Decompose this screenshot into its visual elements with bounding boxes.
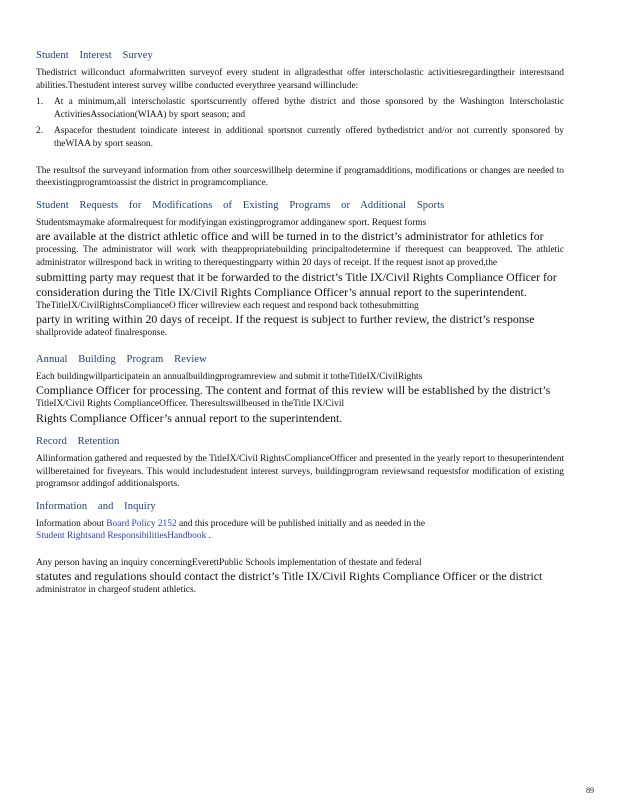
info-text-before: Information about [36, 518, 107, 529]
info-paragraph-1 [36, 518, 564, 543]
list-item [36, 125, 564, 150]
heading-record-retention: Record Retention [36, 435, 120, 447]
list-number: 2. [36, 126, 44, 137]
page-number: 89 [586, 786, 594, 795]
retention-text: Allinformation gathered and requested by the TitleIX/Civil RightsComplianceOfficer and presented in the yearly report to thesuperintendent willberetained for fiveyears. This would includestudent interest surveys, buildingprogram reviewsand requestsfor modification of existing programsor addingof additionalsports. [36, 453, 564, 490]
review-line-3: TitleIX/Civil Rights ComplianceOfficer. Theresultswillbeused in theTitle IX/Civil [36, 399, 345, 410]
handbook-link[interactable]: Student Rightsand ResponsibilitiesHandbook [36, 531, 207, 542]
document-page [36, 50, 564, 597]
requests-line-5: TheTitleIX/CivilRightsComplianceO fficer willreview each request and respond back tothesubmitting [36, 300, 419, 311]
list-item [36, 96, 564, 121]
survey-intro: Thedistrict willconduct aformalwritten surveyof every student in allgradesthat offer interscholastic activitiesregardingtheir interestsand abilities.Thestudent interest survey willbe conducted everythree yearsand willinclude: [36, 68, 564, 91]
survey-list [36, 96, 564, 150]
review-line-1: Each buildingwillparticipatein an annualbuildingprogramreview and submit it totheTitleIX/CivilRights [36, 371, 423, 382]
list-item-text: At a minimum,all interscholastic sportscurrently offered bythe district and those sponsored by the Washington Interscholastic ActivitiesAssociation(WIAA) by sport season; and [54, 97, 564, 120]
list-item-text: Aspacefor thestudent toindicate interest in additional sportsnot currently offered bythedistrict and/or not currently sponsored by theWIAA by sport season. [54, 126, 564, 149]
info-text-middle: and this procedure will be published initially and as needed in the [176, 518, 425, 529]
review-line-2: Compliance Officer for processing. The content and format of this review will be established by the district’s [36, 383, 551, 398]
info-p2-line-2: statutes and regulations should contact the district’s Title IX/Civil Rights Compliance Officer or the district [36, 569, 543, 584]
requests-line-4: submitting party may request that it be forwarded to the district’s Title IX/Civil Rights Compliance Officer for consideration during the Title IX/Civil Rights Compliance Officer’s annual report to the superintendent. [36, 269, 557, 299]
requests-line-7: shallprovide adateof finalresponse. [36, 328, 167, 339]
list-number: 1. [36, 97, 44, 108]
survey-closing: The resultsof the surveyand information from other sourceswillhelp determine if programadditions, modifications or changes are needed to theexistingprogramtoassist the district in programcompliance. [36, 165, 564, 189]
heading-annual-review: Annual Building Program Review [36, 353, 207, 365]
board-policy-link[interactable]: Board Policy 2152 [106, 518, 177, 529]
heading-information-inquiry: Information and Inquiry [36, 500, 156, 512]
review-line-4: Rights Compliance Officer’s annual report to the superintendent. [36, 410, 343, 425]
requests-line-6: party in writing within 20 days of receipt. If the request is subject to further review, the district’s response [36, 312, 535, 327]
info-p2-line-1: Any person having an inquiry concerningEverettPublic Schools implementation of thestate and federal [36, 557, 422, 568]
heading-student-interest-survey: Student Interest Survey [36, 50, 153, 61]
info-p2-line-3: administrator in chargeof student athletics. [36, 585, 196, 596]
heading-student-requests: Student Requests for Modifications of Existing Programs or Additional Sports [36, 199, 445, 211]
info-text-after: . [206, 531, 211, 542]
requests-line-3: processing. The administrator will work with theappropriatebuilding principaltodetermine if therequest can beapproved. The athletic administrator willrespond back in writing to therequestingparty within 20 days of receipt. If the request isnot ap proved,the [36, 245, 564, 268]
requests-line-2: are available at the district athletic office and will be turned in to the district’s administrator for athletics for [36, 229, 544, 244]
requests-line-1: Studentsmaymake aformalrequest for modifyingan existingprogramor addinganew sport. Request forms [36, 217, 427, 228]
